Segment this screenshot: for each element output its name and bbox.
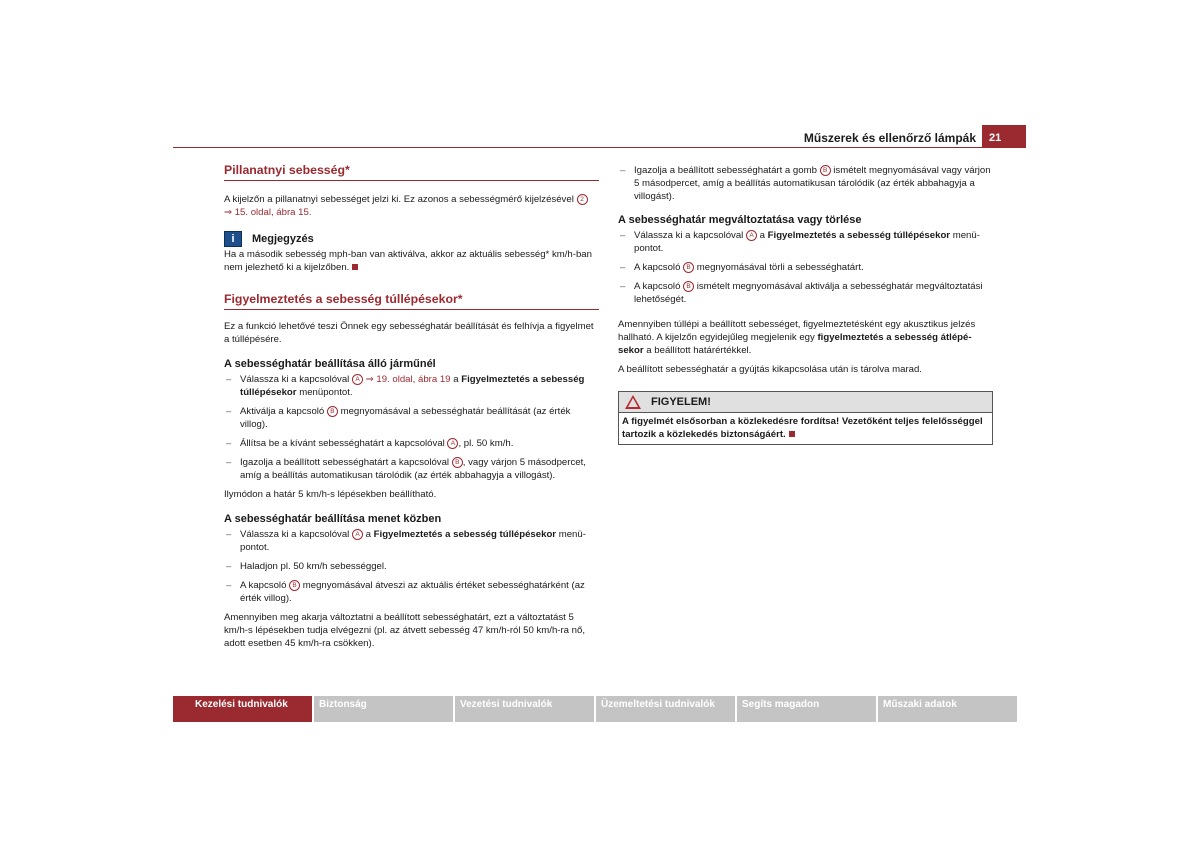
display-message-name: figyelmeztetés a sebesség átlépé-sekor [618, 332, 972, 356]
section-title-current-speed: Pillanatnyi sebesség* [224, 164, 599, 181]
list-item [618, 229, 993, 255]
text: A kapcsoló [634, 281, 681, 292]
marker-b-icon: B [683, 281, 694, 292]
tab-vezetesi-tudnivalok[interactable]: Vezetési tudnivalók [455, 696, 594, 722]
marker-a-icon: A [447, 438, 458, 449]
intro-paragraph: Ez a funkció lehetővé teszi Önnek egy sebességhatár beállítását és felhívja a figyelmet a túllépésére. [224, 321, 594, 345]
text: ismételt megnyomásával aktiválja a sebességhatár megváltoztatási lehetőségét. [634, 281, 983, 305]
text: menü-pontot. [634, 230, 980, 254]
list-item [224, 437, 599, 450]
paragraph [618, 318, 993, 357]
text: menüpontot. [296, 387, 353, 398]
marker-2-icon: 2 [577, 194, 588, 205]
tab-biztonsag[interactable]: Biztonság [314, 696, 453, 722]
text: , pl. 50 km/h. [458, 438, 514, 449]
end-mark-icon [789, 431, 795, 437]
text: Igazolja a beállított sebességhatárt a kapcsolóval [240, 457, 450, 468]
text: Válassza ki a kapcsolóval [240, 529, 350, 540]
page-number: 21 [982, 125, 1026, 148]
text: A kijelzőn a pillanatnyi sebességet jelzi ki. Ez azonos a sebességmérő kijelzésével [224, 194, 574, 205]
list-item [224, 579, 599, 605]
steps-list [224, 373, 599, 482]
text: a [363, 529, 374, 540]
marker-b-icon: B [683, 262, 694, 273]
note-title: Megjegyzés [252, 232, 314, 245]
note-text [224, 248, 599, 274]
text: Válassza ki a kapcsolóval [634, 230, 744, 241]
paragraph: Ilymódon a határ 5 km/h-s lépésekben beállítható. [224, 489, 437, 500]
menu-name: Figyelmeztetés a sebesség túllépésekor [767, 230, 951, 241]
text: Igazolja a beállított sebességhatárt a gomb [634, 165, 817, 176]
header-rule [173, 147, 1026, 148]
warning-text [619, 413, 992, 444]
text: Haladjon pl. 50 km/h sebességgel. [240, 561, 387, 572]
text: Amennyiben túllépi a beállított sebességet, figyelmeztetésként egy akusztikus jelzés hallható. A kijelzőn egyidejűleg megjelenik egy [618, 319, 976, 343]
note-header [224, 231, 599, 247]
chapter-title: Műszerek és ellenőrző lámpák [803, 131, 976, 145]
text: A kapcsoló [240, 580, 287, 591]
paragraph: Amennyiben meg akarja változtatni a beállított sebességhatárt, ezt a változtatást 5 km/h-s lépésekben tudja elvégezni (pl. az átvett sebesség 47 km/h-ról 50 km/h-ra nő, adott esetben 45 km/h-ra csökken). [224, 612, 586, 649]
warning-header [619, 392, 992, 413]
list-item [224, 560, 599, 573]
list-item [224, 456, 599, 482]
warning-triangle-icon [625, 395, 641, 409]
text: menü-pontot. [240, 529, 586, 553]
marker-a-icon: A [352, 374, 363, 385]
list-item [224, 405, 599, 431]
list-item [618, 164, 993, 203]
right-column [618, 164, 993, 445]
list-item [618, 280, 993, 306]
tab-muszaki-adatok[interactable]: Műszaki adatok [878, 696, 1017, 722]
section-title-speed-warning: Figyelmeztetés a sebesség túllépésekor* [224, 293, 599, 310]
list-item [224, 528, 599, 554]
steps-list [618, 229, 993, 306]
marker-b-icon: B [327, 406, 338, 417]
marker-a-icon: A [352, 529, 363, 540]
warning-box [618, 391, 993, 445]
chapter-nav [173, 696, 1017, 722]
list-item [618, 261, 993, 274]
tab-segits-magadon[interactable]: Segíts magadon [737, 696, 876, 722]
marker-b-icon: B [820, 165, 831, 176]
text: A figyelmét elsősorban a közlekedésre fordítsa! Vezetőként teljes felelősséggel tartozik a közlekedés biztonságáért. [622, 416, 983, 440]
page-reference-link[interactable]: ⇒ 19. oldal, ábra 19 [365, 374, 451, 385]
steps-list [224, 528, 599, 605]
subsection-title-stationary: A sebességhatár beállítása álló járműnél [224, 358, 436, 370]
text: , vagy várjon 5 másodpercet, amíg a beállítás automatikusan tárolódik (az érték abbahagyja a villogást). [240, 457, 586, 481]
list-item [224, 373, 599, 399]
tab-kezelesi-tudnivalok[interactable]: Kezelési tudnivalók [173, 696, 312, 722]
page-reference-link[interactable]: ⇒ 15. oldal, ábra 15. [224, 207, 312, 218]
tab-uzemeltetesi-tudnivalok[interactable]: Üzemeltetési tudnivalók [596, 696, 735, 722]
text: Aktiválja a kapcsoló [240, 406, 325, 417]
text: megnyomásával átveszi az aktuális értéket sebességhatárként (az érték villog). [240, 580, 585, 604]
marker-a-icon: A [746, 230, 757, 241]
text: megnyomásával a sebességhatár beállítását (az érték villog). [240, 406, 571, 430]
warning-title: FIGYELEM! [651, 395, 711, 408]
marker-b-icon: B [289, 580, 300, 591]
text: Állítsa be a kívánt sebességhatárt a kapcsolóval [240, 438, 445, 449]
text: A kapcsoló [634, 262, 681, 273]
subsection-title-change-delete: A sebességhatár megváltoztatása vagy törlése [618, 214, 862, 226]
text: a [450, 374, 462, 385]
left-column [224, 164, 599, 650]
menu-name: Figyelmeztetés a sebesség túllépésekor [373, 529, 557, 540]
paragraph: A beállított sebességhatár a gyújtás kikapcsolása után is tárolva marad. [618, 364, 922, 375]
subsection-title-driving: A sebességhatár beállítása menet közben [224, 513, 442, 525]
text: Válassza ki a kapcsolóval [240, 374, 350, 385]
info-icon: i [224, 231, 242, 247]
text: ismételt megnyomásával vagy várjon 5 másodpercet, amíg a beállítás automatikusan tárolódik (az érték abbahagyja a villogást). [634, 165, 991, 202]
end-mark-icon [352, 264, 358, 270]
marker-b-icon: B [452, 457, 463, 468]
paragraph [224, 193, 599, 219]
text: megnyomásával törli a sebességhatárt. [694, 262, 864, 273]
menu-name: Figyelmeztetés a sebesség túllépésekor [240, 374, 585, 398]
text: Ha a második sebesség mph-ban van aktiválva, akkor az aktuális sebesség* km/h-ban nem jelezhető ki a kijelzőben. [224, 249, 592, 273]
text: a [757, 230, 768, 241]
text: a beállított határértékkel. [643, 345, 752, 356]
